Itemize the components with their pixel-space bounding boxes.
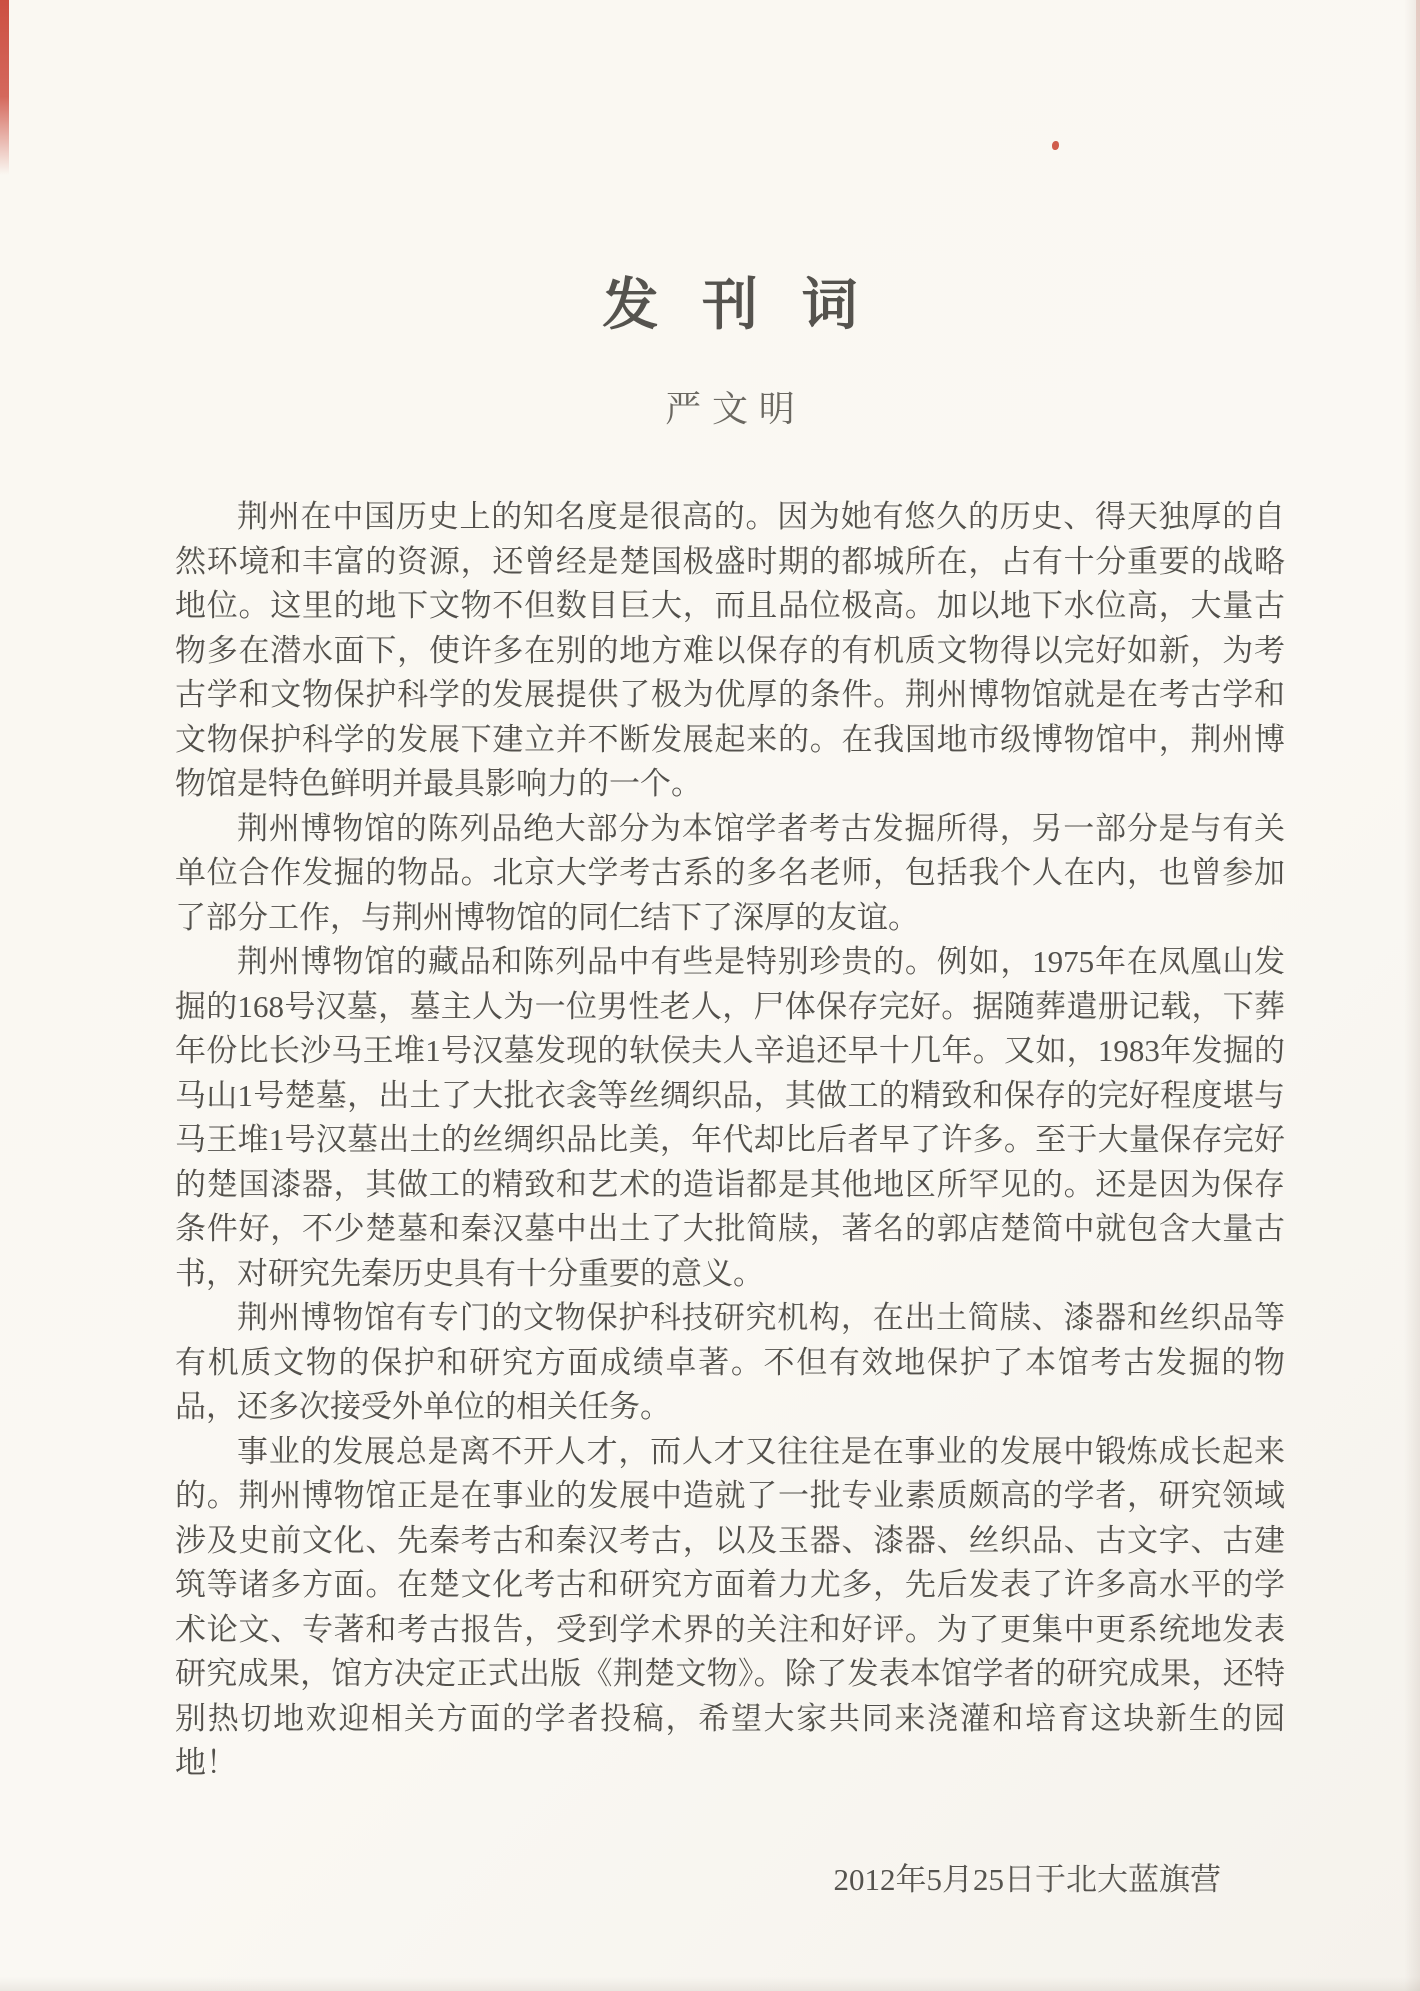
paragraph: 荆州博物馆的陈列品绝大部分为本馆学者考古发掘所得，另一部分是与有关单位合作发掘的物品。北京大学考古系的多名老师，包括我个人在内，也曾参加了部分工作，与荆州博物馆的同仁结下了深厚的友谊。 xyxy=(175,810,1285,935)
author-name: 严文明 xyxy=(665,388,806,429)
scan-bottom-shadow xyxy=(0,1977,1420,1991)
dateline: 2012年5月25日于北大蓝旗营 xyxy=(833,1861,1221,1897)
page-title: 发刊词 xyxy=(602,275,902,337)
scan-left-edge-artifact xyxy=(0,0,9,175)
paragraph: 事业的发展总是离不开人才，而人才又往往是在事业的发展中锻炼成长起来的。荆州博物馆正是在事业的发展中造就了一批专业素质颇高的学者，研究领域涉及史前文化、先秦考古和秦汉考古，以及玉器、漆器、丝织品、古文字、古建筑等诸多方面。在楚文化考古和研究方面着力尤多，先后发表了许多高水平的学术论文、专著和考古报告，受到学术界的关注和好评。为了更集中更系统地发表研究成果，馆方决定正式出版《荆楚文物》。除了发表本馆学者的研究成果，还特别热切地欢迎相关方面的学者投稿，希望大家共同来浇灌和培育这块新生的园地！ xyxy=(175,1433,1285,1781)
paragraph: 荆州在中国历史上的知名度是很高的。因为她有悠久的历史、得天独厚的自然环境和丰富的资源，还曾经是楚国极盛时期的都城所在，占有十分重要的战略地位。这里的地下文物不但数目巨大，而且品位极高。加以地下水位高，大量古物多在潜水面下，使许多在别的地方难以保存的有机质文物得以完好如新，为考古学和文物保护科学的发展提供了极为优厚的条件。荆州博物馆就是在考古学和文物保护科学的发展下建立并不断发展起来的。在我国地市级博物馆中，荆州博物馆是特色鲜明并最具影响力的一个。 xyxy=(175,499,1285,802)
scan-right-shadow xyxy=(1404,0,1420,1991)
body-text xyxy=(175,495,1285,1786)
paragraph: 荆州博物馆的藏品和陈列品中有些是特别珍贵的。例如，1975年在凤凰山发掘的168号汉墓，墓主人为一位男性老人，尸体保存完好。据随葬遣册记载，下葬年份比长沙马王堆1号汉墓发现的轪侯夫人辛追还早十几年。又如，1983年发掘的马山1号楚墓，出土了大批衣衾等丝绸织品，其做工的精致和保存的完好程度堪与马王堆1号汉墓出土的丝绸织品比美，年代却比后者早了许多。至于大量保存完好的楚国漆器，其做工的精致和艺术的造诣都是其他地区所罕见的。还是因为保存条件好，不少楚墓和秦汉墓中出土了大批简牍，著名的郭店楚简中就包含大量古书，对研究先秦历史具有十分重要的意义。 xyxy=(175,944,1285,1291)
text-column xyxy=(175,0,1285,1900)
paragraph: 荆州博物馆有专门的文物保护科技研究机构，在出土简牍、漆器和丝织品等有机质文物的保护和研究方面成绩卓著。不但有效地保护了本馆考古发掘的物品，还多次接受外单位的相关任务。 xyxy=(175,1300,1285,1425)
